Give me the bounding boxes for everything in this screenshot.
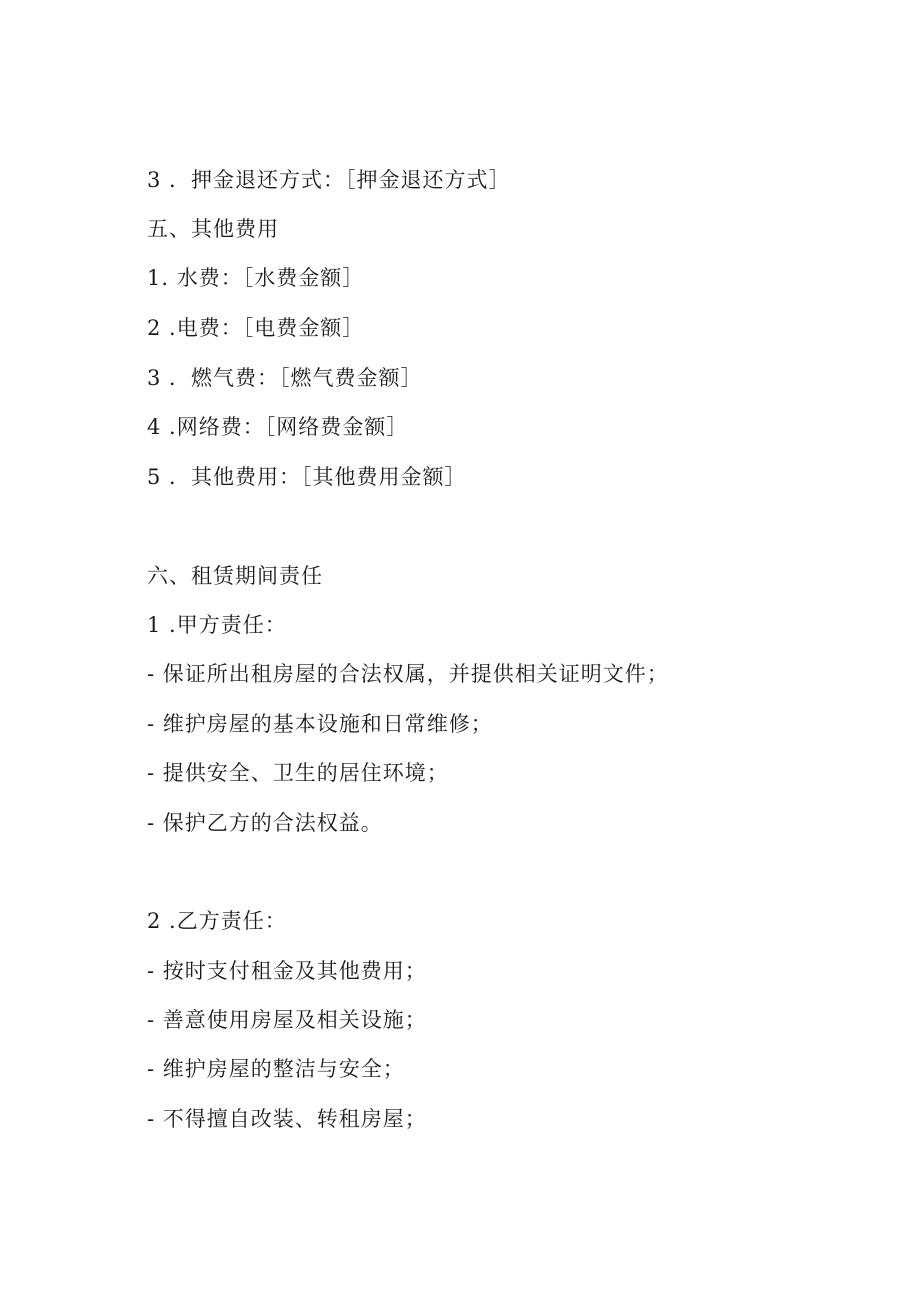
other-fees-line: 5 ．其他费用：［其他费用金额］ xyxy=(147,465,467,489)
party-b-item: - 不得擅自改装、转租房屋； xyxy=(147,1107,427,1131)
party-b-item: - 善意使用房屋及相关设施； xyxy=(147,1008,427,1032)
party-b-responsibilities-heading: 2 .乙方责任： xyxy=(147,909,287,933)
gas-fee-line: 3 ．燃气费：［燃气费金额］ xyxy=(147,366,423,390)
section-heading-other-fees: 五、其他费用 xyxy=(147,217,279,241)
party-a-item: - 维护房屋的基本设施和日常维修； xyxy=(147,712,493,736)
water-fee-line: 1. 水费：［水费金额］ xyxy=(147,266,365,290)
internet-fee-line: 4 .网络费：［网络费金额］ xyxy=(147,415,409,439)
party-a-item: - 提供安全、卫生的居住环境； xyxy=(147,761,449,785)
party-a-item: - 保证所出租房屋的合法权属，并提供相关证明文件； xyxy=(147,662,669,686)
party-a-item: - 保护乙方的合法权益。 xyxy=(147,811,383,835)
section-heading-lease-responsibilities: 六、租赁期间责任 xyxy=(147,564,323,588)
party-b-item: - 按时支付租金及其他费用； xyxy=(147,959,427,983)
party-b-item: - 维护房屋的整洁与安全； xyxy=(147,1057,405,1081)
party-a-responsibilities-heading: 1 .甲方责任： xyxy=(147,613,287,637)
electricity-fee-line: 2 .电费：［电费金额］ xyxy=(147,316,365,340)
deposit-return-method-line: 3 ．押金退还方式：［押金退还方式］ xyxy=(147,168,511,192)
